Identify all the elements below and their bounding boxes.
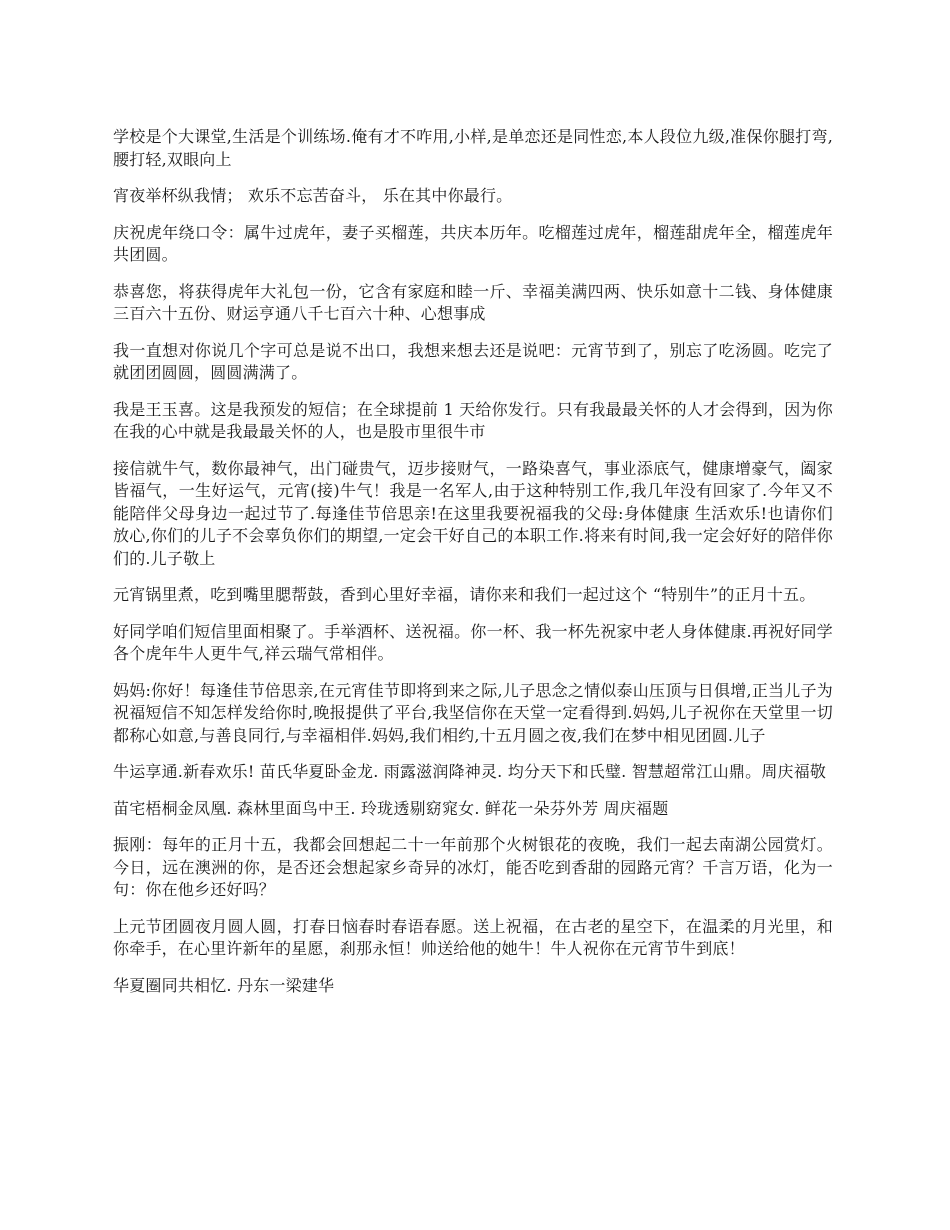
- paragraph-11: 牛运享通.新春欢乐! 苗氏华夏卧金龙. 雨露滋润降神灵. 均分天下和氏璧. 智慧超常江山鼎。周庆福敬: [113, 762, 827, 781]
- paragraph-1: 学校是个大课堂,生活是个训练场.俺有才不咋用,小样,是单恋还是同性恋,本人段位九级,准保你腿打弯,腰打轻,双眼向上: [113, 127, 833, 169]
- paragraph-13: 振刚：每年的正月十五，我都会回想起二十一年前那个火树银花的夜晚，我们一起去南湖公园赏灯。今日，远在澳洲的你，是否还会想起家乡奇异的冰灯，能否吃到香甜的园路元宵？千言万语，化为一句：你在他乡还好吗？: [113, 835, 833, 899]
- paragraph-2: 宵夜举杯纵我情； 欢乐不忘苦奋斗， 乐在其中你最行。: [113, 186, 513, 205]
- paragraph-7: 接信就牛气，数你最神气，出门碰贵气，迈步接财气，一路染喜气，事业添底气，健康增豪气，阖家皆福气，一生好运气，元宵(接)牛气！我是一名军人,由于这种特别工作,我几年没有回家了.今年又不能陪伴父母身边一起过节了.每逢佳节倍思亲!在这里我要祝福我的父母:身体健康 生活欢乐!也请你们放心,你们的儿子不会辜负你们的期望,一定会干好自己的本职工作.将来有时间,我一定会好好的陪伴你们的.儿子敬上: [113, 458, 833, 568]
- paragraph-5: 我一直想对你说几个字可总是说不出口，我想来想去还是说吧：元宵节到了，别忘了吃汤圆。吃完了就团团圆圆，圆圆满满了。: [113, 340, 833, 382]
- paragraph-15: 华夏圈同共相忆. 丹东一梁建华: [113, 975, 335, 995]
- paragraph-14: 上元节团圆夜月圆人圆，打春日恼春时春语春愿。送上祝福，在古老的星空下，在温柔的月光里，和你牵手，在心里许新年的星愿，刹那永恒！帅送给他的她牛！牛人祝你在元宵节牛到底！: [113, 916, 833, 958]
- paragraph-8: 元宵锅里煮，吃到嘴里腮帮鼓，香到心里好幸福，请你来和我们一起过这个 “特别牛”的正月十五。: [113, 585, 816, 604]
- paragraph-12: 苗宅梧桐金凤凰. 森林里面鸟中王. 玲珑透剔窈窕女. 鲜花一朵芬外芳 周庆福题: [113, 798, 669, 818]
- paragraph-9: 好同学咱们短信里面相聚了。手举酒杯、送祝福。你一杯、我一杯先祝家中老人身体健康.再祝好同学各个虎年牛人更牛气,祥云瑞气常相伴。: [113, 621, 833, 663]
- paragraph-10: 妈妈:你好！每逢佳节倍思亲,在元宵佳节即将到来之际,儿子思念之情似泰山压顶与日俱增,正当儿子为祝福短信不知怎样发给你时,晚报提供了平台,我坚信你在天堂一定看得到.妈妈,儿子祝你在天堂里一切都称心如意,与善良同行,与幸福相伴.妈妈,我们相约,十五月圆之夜,我们在梦中相见团圆.儿子: [113, 680, 833, 745]
- document-body: [113, 126, 833, 1011]
- paragraph-4: 恭喜您，将获得虎年大礼包一份，它含有家庭和睦一斤、幸福美满四两、快乐如意十二钱、身体健康三百六十五份、财运亨通八千七百六十种、心想事成: [113, 281, 833, 323]
- paragraph-3: 庆祝虎年绕口令：属牛过虎年，妻子买榴莲，共庆本历年。吃榴莲过虎年，榴莲甜虎年全，榴莲虎年共团圆。: [113, 222, 833, 264]
- paragraph-6: 我是王玉喜。这是我预发的短信；在全球提前 1 天给你发行。只有我最最关怀的人才会得到，因为你在我的心中就是我最最关怀的人，也是股市里很牛市: [113, 399, 833, 441]
